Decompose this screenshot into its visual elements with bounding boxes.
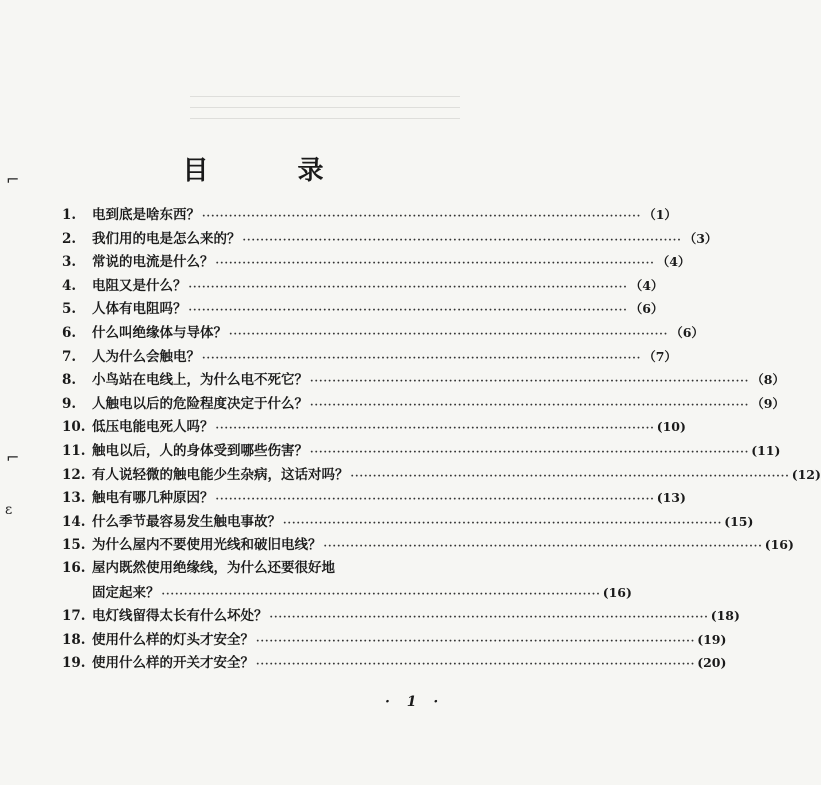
toc-entry xyxy=(62,557,460,581)
toc-entry xyxy=(62,227,718,251)
entry-title: 小鸟站在电线上，为什么电不死它？ xyxy=(92,372,308,389)
leader-dots: ·································································································· xyxy=(188,281,628,293)
entry-title: 电到底是啥东西？ xyxy=(92,207,200,223)
leader-dots: ·································································································· xyxy=(229,328,669,340)
entry-page-number: （6） xyxy=(629,301,664,317)
leader-dots: ·································································································· xyxy=(310,376,750,388)
entry-title: 人为什么会触电？ xyxy=(92,348,200,365)
margin-mark: ⌐ xyxy=(6,170,20,189)
leader-dots: ·································································································· xyxy=(310,399,750,411)
entry-title: 人体有电阻吗？ xyxy=(92,301,187,318)
toc-entry xyxy=(62,463,821,487)
toc-entry xyxy=(62,486,686,510)
entry-number: 1. xyxy=(62,207,77,223)
entry-number: 19. xyxy=(62,655,86,672)
entry-title: 使用什么样的开关才安全？ xyxy=(92,655,254,672)
entry-page-number: （1） xyxy=(643,207,677,222)
entry-number: 5. xyxy=(62,301,77,318)
leader-dots: ·································································································· xyxy=(188,305,628,317)
entry-page-number: (20) xyxy=(697,655,727,671)
entry-page-number: (11) xyxy=(751,442,781,458)
entry-number: 2. xyxy=(62,230,77,247)
entry-title: 固定起来？ xyxy=(92,584,160,601)
leader-dots: ·································································································· xyxy=(215,258,655,270)
bleed-through-text xyxy=(190,86,460,136)
leader-dots: ·································································································· xyxy=(161,588,601,600)
entry-title: 为什么屋内不要使用光线和破旧电线？ xyxy=(92,537,322,554)
entry-number: 11. xyxy=(62,442,86,459)
leader-dots: ·································································································· xyxy=(283,517,723,529)
entry-page-number: (13) xyxy=(656,490,686,506)
entry-page-number: (16) xyxy=(764,537,794,553)
entry-page-number: (10) xyxy=(656,419,686,435)
entry-page-number: （9） xyxy=(751,395,785,411)
entry-number: 8. xyxy=(62,372,77,389)
leader-dots: ·································································································· xyxy=(269,612,709,624)
entry-title: 触电有哪几种原因？ xyxy=(92,490,214,507)
entry-number: 10. xyxy=(62,419,86,436)
margin-mark: ⌐ xyxy=(6,448,20,467)
leader-dots: ·································································································· xyxy=(202,211,642,222)
toc-entry xyxy=(62,345,677,369)
toc-entry xyxy=(62,604,740,628)
toc-entry xyxy=(62,628,727,652)
entry-number: 12. xyxy=(62,466,86,483)
entry-number: 13. xyxy=(62,490,86,507)
entry-page-number: （3） xyxy=(683,230,718,246)
leader-dots: ·································································································· xyxy=(215,494,655,506)
leader-dots: ·································································································· xyxy=(256,659,696,671)
toc-entry xyxy=(62,651,727,675)
entry-title: 人触电以后的危险程度决定于什么？ xyxy=(92,395,308,412)
toc-entry xyxy=(62,250,691,274)
entry-page-number: (19) xyxy=(697,631,727,647)
toc-entry xyxy=(62,368,785,392)
margin-mark: ɛ xyxy=(5,502,13,518)
toc-entry xyxy=(62,533,794,557)
entry-number: 17. xyxy=(62,608,86,625)
entry-title: 什么季节最容易发生触电事故？ xyxy=(92,513,281,530)
entry-page-number: (15) xyxy=(724,513,754,529)
toc-entry xyxy=(62,392,785,416)
entry-title: 触电以后，人的身体受到哪些伤害？ xyxy=(92,442,308,459)
entry-number: 16. xyxy=(62,559,86,576)
toc-entry xyxy=(62,297,664,321)
entry-number: 18. xyxy=(62,631,86,648)
toc-entry xyxy=(62,510,754,534)
entry-page-number: （7） xyxy=(643,348,677,364)
entry-page-number: (18) xyxy=(710,608,740,624)
leader-dots: ·································································································· xyxy=(256,635,696,647)
toc-entry xyxy=(62,274,664,298)
entry-page-number: （4） xyxy=(629,277,664,293)
entry-title: 屋内既然使用绝缘线，为什么还要很好地 xyxy=(92,559,335,576)
entry-page-number: (16) xyxy=(602,584,632,600)
entry-number: 7. xyxy=(62,348,77,365)
entry-page-number: （4） xyxy=(656,254,691,270)
leader-dots: ·································································································· xyxy=(323,541,763,553)
leader-dots: ·································································································· xyxy=(242,234,682,246)
toc-entry xyxy=(62,581,632,605)
entry-number: 3. xyxy=(62,254,77,271)
leader-dots: ·································································································· xyxy=(350,470,790,482)
entry-title: 电灯线留得太长有什么坏处？ xyxy=(92,608,268,625)
leader-dots: ·································································································· xyxy=(202,352,642,364)
toc-entry xyxy=(62,321,704,345)
entry-page-number: （6） xyxy=(670,324,704,340)
entry-title: 电阻又是什么？ xyxy=(92,277,187,294)
entry-title: 有人说轻微的触电能少生杂病，这话对吗？ xyxy=(92,466,349,483)
entry-title: 低压电能电死人吗？ xyxy=(92,419,214,436)
toc-title: 目 录 xyxy=(182,156,364,186)
page-number-footer: · 1 · xyxy=(385,694,445,710)
entry-title: 常说的电流是什么？ xyxy=(92,254,214,271)
entry-page-number: (12) xyxy=(791,466,821,482)
table-of-contents xyxy=(62,203,821,675)
entry-page-number: （8） xyxy=(751,372,785,388)
entry-title: 使用什么样的灯头才安全？ xyxy=(92,631,254,648)
entry-title: 什么叫绝缘体与导体？ xyxy=(92,324,227,341)
entry-number: 14. xyxy=(62,513,86,530)
toc-entry xyxy=(62,203,677,227)
toc-entry xyxy=(62,415,686,439)
leader-dots: ·································································································· xyxy=(310,446,750,458)
entry-number: 4. xyxy=(62,277,77,294)
entry-number: 6. xyxy=(62,324,77,341)
toc-entry xyxy=(62,439,781,463)
entry-number: 15. xyxy=(62,537,86,554)
leader-dots: ·································································································· xyxy=(215,423,655,435)
entry-number: 9. xyxy=(62,395,77,412)
entry-title: 我们用的电是怎么来的？ xyxy=(92,230,241,247)
